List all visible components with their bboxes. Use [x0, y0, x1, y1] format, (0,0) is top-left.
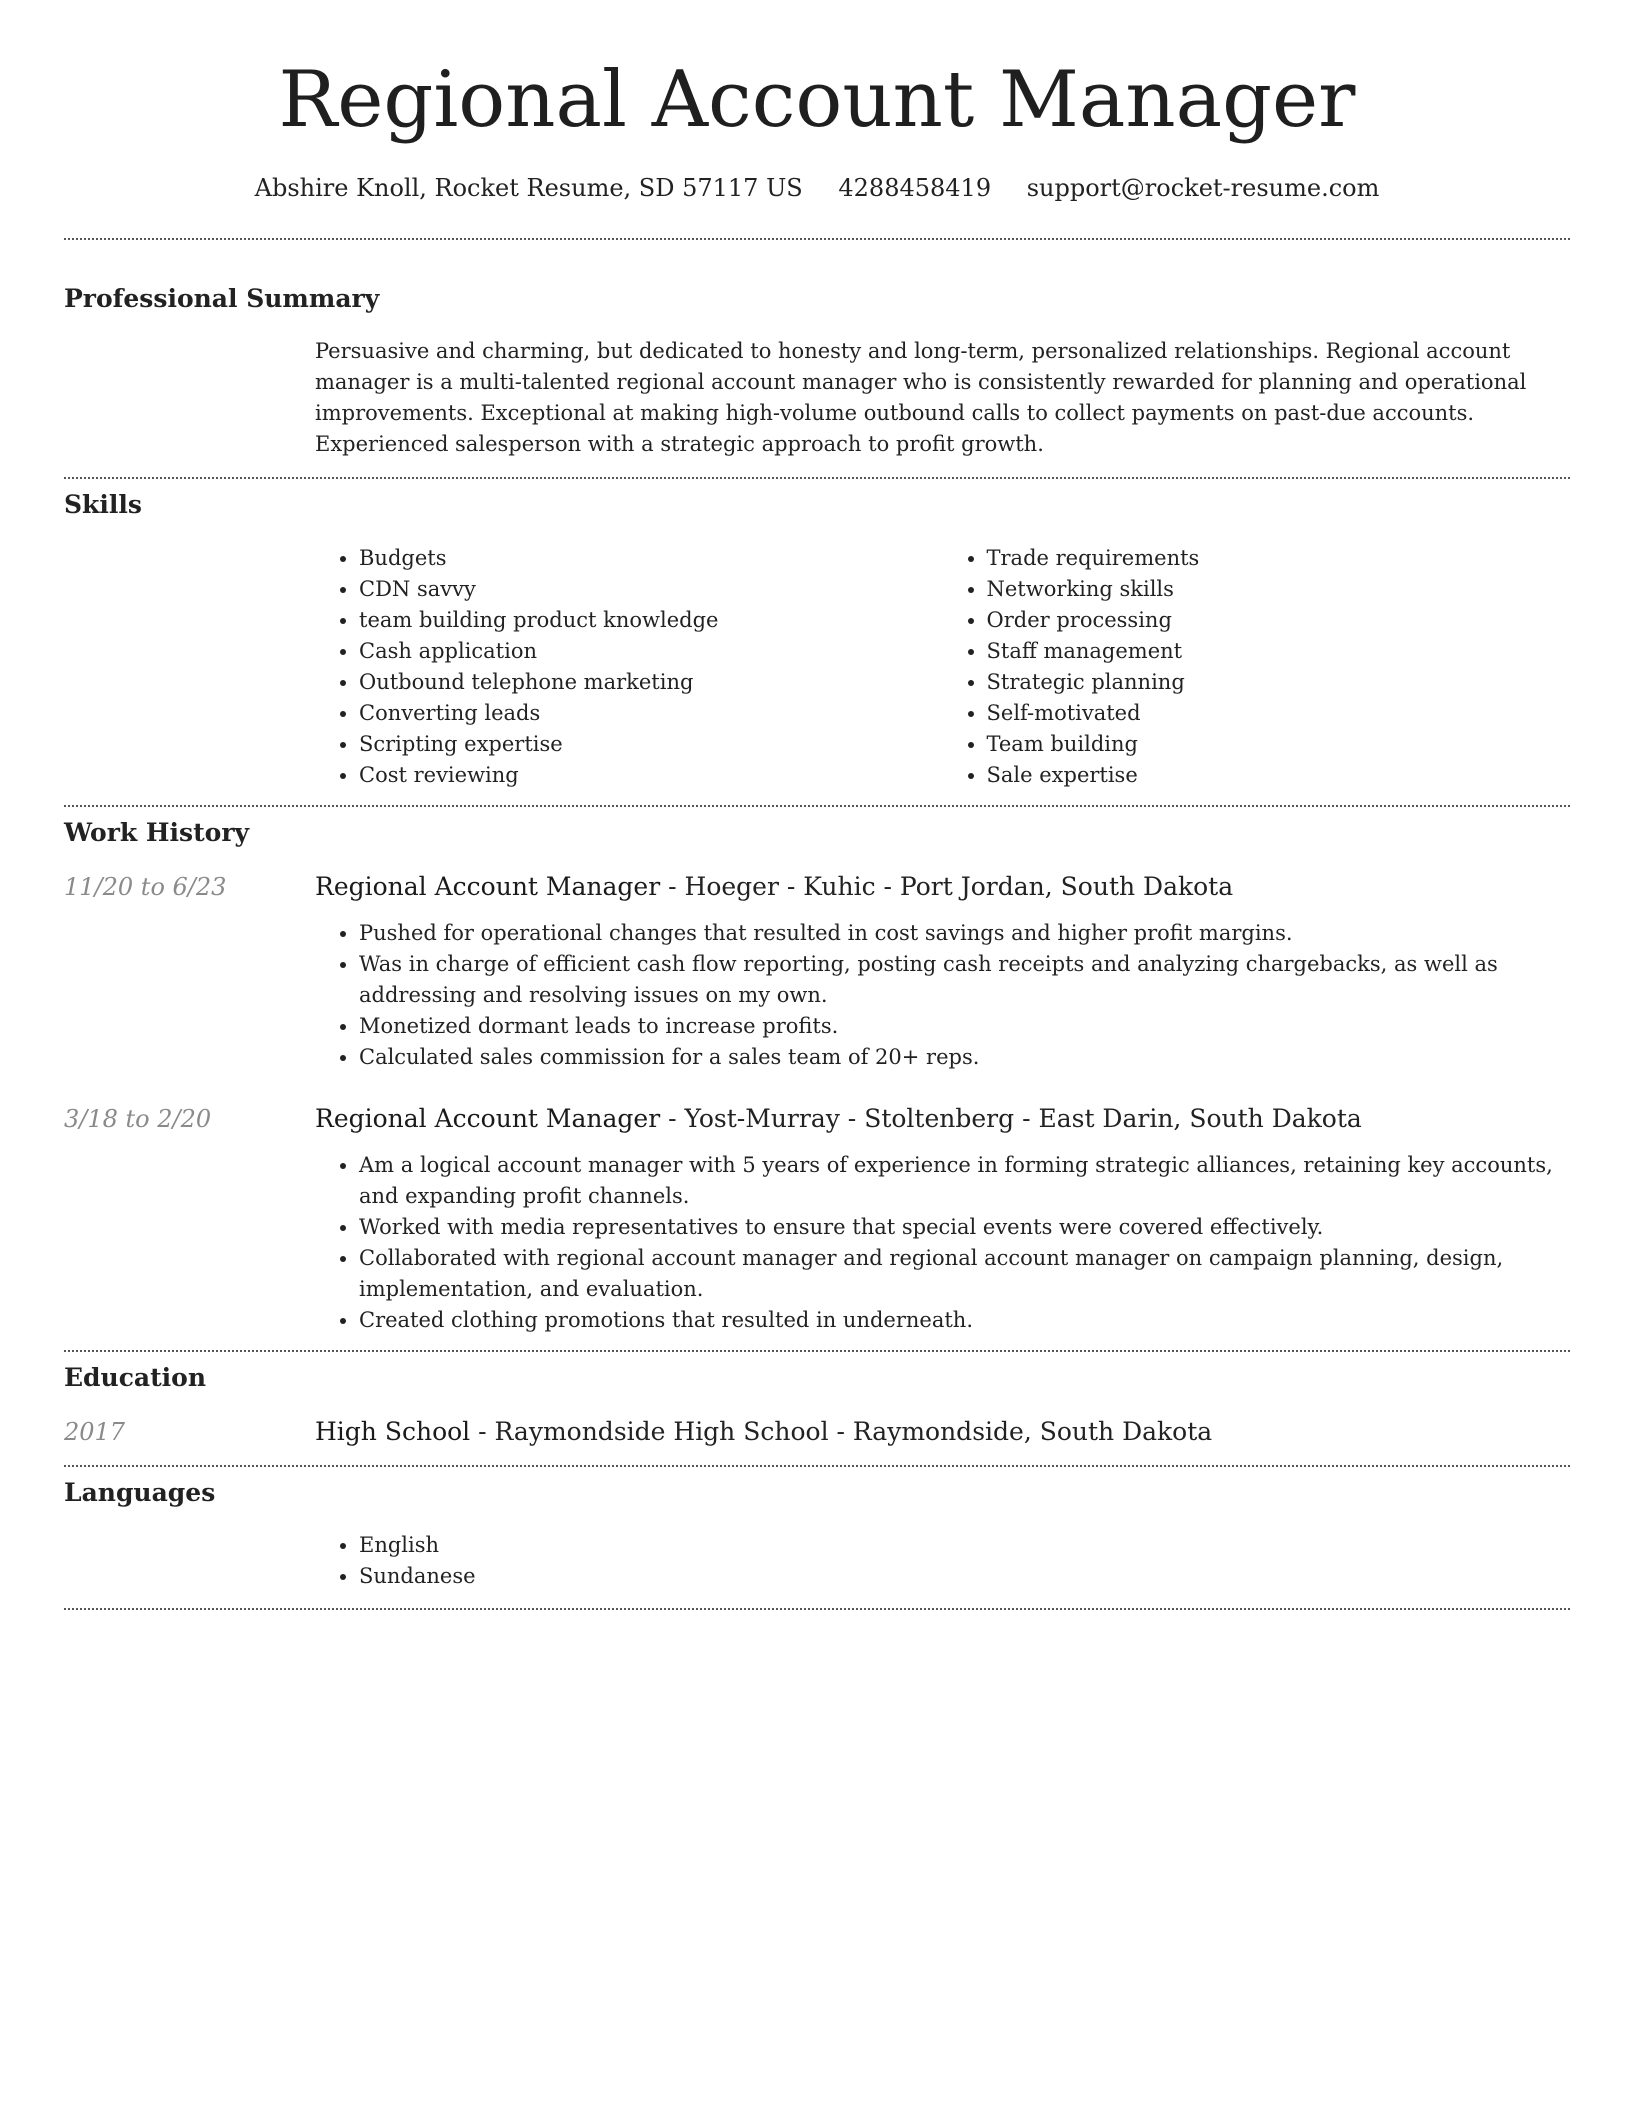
contact-email: support@rocket-resume.com [1026, 174, 1380, 202]
job-dates: 3/18 to 2/20 [64, 1105, 212, 1133]
list-item: • Scripting expertise [359, 729, 943, 760]
list-item: • Trade requirements [987, 543, 1571, 574]
languages-section [64, 1467, 1570, 1592]
list-item: • Staff management [987, 636, 1571, 667]
education-school: - Raymondside High School - Raymondside, South Dakota [470, 1417, 1213, 1446]
list-item: • Converting leads [359, 698, 943, 729]
job-entry [64, 1102, 1570, 1336]
section-heading-summary: Professional Summary [64, 284, 380, 313]
divider [64, 1608, 1570, 1610]
job-title: Regional Account Manager [315, 1104, 661, 1133]
skills-column-left [315, 543, 943, 791]
page-title: Regional Account Manager [278, 55, 1356, 145]
list-item: • Networking skills [987, 574, 1571, 605]
list-item: • Created clothing promotions that resulted in underneath. [359, 1305, 1570, 1336]
contact-address: Abshire Knoll, Rocket Resume, SD 57117 US [254, 174, 803, 202]
list-item: • Budgets [359, 543, 943, 574]
list-item: • Pushed for operational changes that resulted in cost savings and higher profit margins. [359, 918, 1570, 949]
list-item: • Am a logical account manager with 5 years of experience in forming strategic alliances, retaining key accounts, and expanding profit channels. [359, 1150, 1570, 1212]
education-entry [64, 1415, 1570, 1449]
job-bullets [315, 918, 1570, 1073]
list-item: • Monetized dormant leads to increase profits. [359, 1011, 1570, 1042]
list-item: • Worked with media representatives to ensure that special events were covered effectively. [359, 1212, 1570, 1243]
summary-text: Persuasive and charming, but dedicated to honesty and long-term, personalized relationships. Regional account manager is a multi-talented regional account manager who is consistently rewarded for planning and operational improvements. Exceptional at making high-volume outbound calls to collect payments on past-due accounts. Experienced salesperson with a strategic approach to profit growth. [315, 339, 1527, 456]
list-item: • Cost reviewing [359, 760, 943, 791]
list-item: • Was in charge of efficient cash flow reporting, posting cash receipts and analyzing chargebacks, as well as addressing and resolving issues on my own. [359, 949, 1570, 1011]
languages-list [315, 1530, 1570, 1592]
job-heading [315, 870, 1570, 904]
list-item: • English [359, 1530, 1570, 1561]
job-entry [64, 870, 1570, 1073]
job-dates: 11/20 to 6/23 [64, 873, 227, 901]
section-heading-education: Education [64, 1363, 207, 1392]
list-item: • Calculated sales commission for a sales team of 20+ reps. [359, 1042, 1570, 1073]
list-item: • Cash application [359, 636, 943, 667]
education-heading [315, 1415, 1570, 1449]
section-heading-work: Work History [64, 818, 250, 847]
work-section [64, 807, 1570, 1336]
skills-list [315, 543, 1570, 791]
section-heading-skills: Skills [64, 490, 142, 519]
resume-page [64, 0, 1570, 1610]
section-heading-languages: Languages [64, 1478, 216, 1507]
list-item: • team building product knowledge [359, 605, 943, 636]
list-item: • Sale expertise [987, 760, 1571, 791]
job-bullets [315, 1150, 1570, 1336]
education-year: 2017 [64, 1418, 126, 1446]
job-title: Regional Account Manager [315, 872, 661, 901]
skills-column-right [943, 543, 1571, 791]
list-item: • Collaborated with regional account manager and regional account manager on campaign planning, design, implementation, and evaluation. [359, 1243, 1570, 1305]
job-heading [315, 1102, 1570, 1136]
list-item: • Strategic planning [987, 667, 1571, 698]
skills-section [64, 479, 1570, 791]
contact-phone: 4288458419 [838, 174, 992, 202]
education-degree: High School [315, 1417, 471, 1446]
job-company: - Yost-Murray - Stoltenberg - East Darin, South Dakota [660, 1104, 1362, 1133]
list-item: • Order processing [987, 605, 1571, 636]
list-item: • Outbound telephone marketing [359, 667, 943, 698]
list-item: • Self-motivated [987, 698, 1571, 729]
list-item: • Team building [987, 729, 1571, 760]
list-item: • CDN savvy [359, 574, 943, 605]
job-company: - Hoeger - Kuhic - Port Jordan, South Dakota [660, 872, 1234, 901]
contact-line [64, 172, 1570, 204]
education-section [64, 1352, 1570, 1449]
list-item: • Sundanese [359, 1561, 1570, 1592]
summary-section [64, 240, 1570, 460]
